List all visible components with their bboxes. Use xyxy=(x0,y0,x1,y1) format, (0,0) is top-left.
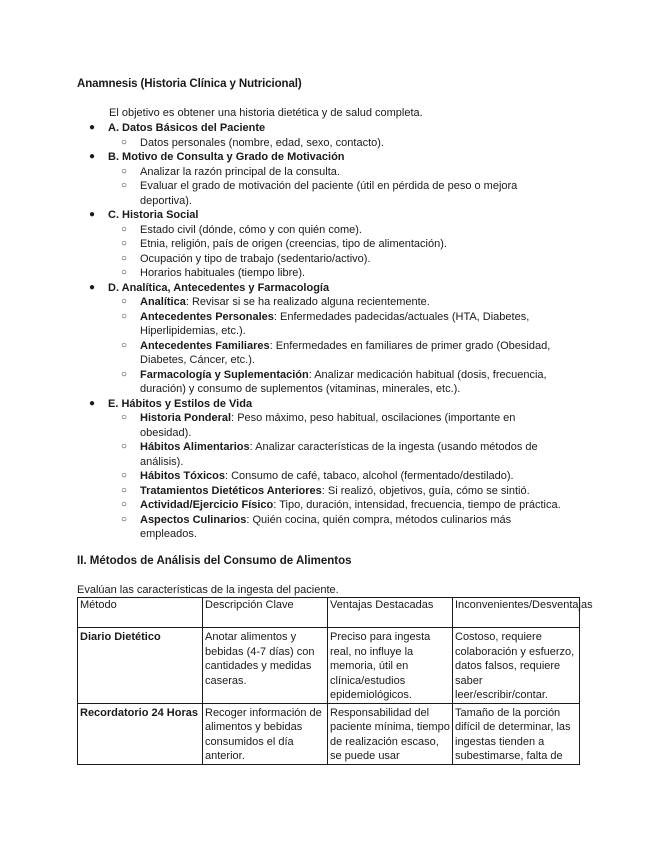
outline-section xyxy=(77,397,567,542)
table-header-row xyxy=(78,598,580,628)
item-text: : Analizar medicación habitual (dosis, frecuencia, duración) y consumo de suplementos (vitaminas, minerales, etc.). xyxy=(140,368,547,395)
item-text: Analizar la razón principal de la consulta. xyxy=(140,165,340,178)
circle-bullet-icon: ○ xyxy=(121,267,128,278)
method-disadvantages: Costoso, requiere colaboración y esfuerzo, datos falsos, requiere saber leer/escribir/contar. xyxy=(453,628,580,704)
list-item xyxy=(108,223,567,238)
list-item xyxy=(108,165,567,180)
circle-bullet-icon: ○ xyxy=(121,368,128,380)
item-text: Ocupación y tipo de trabajo (sedentario/activo). xyxy=(140,252,371,265)
item-text: Evaluar el grado de motivación del paciente (útil en pérdida de peso o mejora deportiva). xyxy=(140,180,518,207)
circle-bullet-icon: ○ xyxy=(121,180,128,191)
intro-text: El objetivo es obtener una historia dietética y de salud completa. xyxy=(109,107,423,119)
item-label: Analítica xyxy=(140,296,186,308)
item-text: : Consumo de café, tabaco, alcohol (fermentado/destilado). xyxy=(224,470,514,482)
circle-bullet-icon: ○ xyxy=(121,513,128,525)
list-item xyxy=(108,136,567,151)
section-title: B. Motivo de Consulta y Grado de Motivación xyxy=(108,151,345,163)
list-item xyxy=(108,484,567,499)
item-text: : Quién cocina, quién compra, métodos culinarios más empleados. xyxy=(140,513,512,540)
item-text: Etnia, religión, país de origen (creencias, tipo de alimentación). xyxy=(140,238,447,250)
section-items xyxy=(108,223,567,281)
circle-bullet-icon: ○ xyxy=(121,412,128,423)
section-title: D. Analítica, Antecedentes y Farmacología xyxy=(108,281,330,294)
circle-bullet-icon: ○ xyxy=(121,136,128,148)
section-title: C. Historia Social xyxy=(108,209,199,221)
circle-bullet-icon: ○ xyxy=(121,484,128,496)
method-description: Anotar alimentos y bebidas (4-7 días) con cantidades y medidas caseras. xyxy=(203,628,328,704)
list-item xyxy=(108,498,567,513)
method-name: Recordatorio 24 Horas xyxy=(78,703,203,764)
item-text: : Enfermedades padecidas/actuales (HTA, Diabetes, Hiperlipidemias, etc.). xyxy=(140,310,530,337)
table-row xyxy=(78,703,580,764)
list-item xyxy=(108,440,567,469)
outline-section xyxy=(77,150,567,208)
section-title: A. Datos Básicos del Paciente xyxy=(108,122,266,134)
section-items xyxy=(108,165,567,209)
header-advantages: Ventajas Destacadas xyxy=(328,598,453,628)
item-text: : Tipo, duración, intensidad, frecuencia, tiempo de práctica. xyxy=(273,499,561,511)
outline-list xyxy=(77,121,567,542)
circle-bullet-icon: ○ xyxy=(121,499,128,510)
circle-bullet-icon: ○ xyxy=(121,223,128,235)
item-label: Historia Ponderal xyxy=(140,412,232,424)
item-label: Hábitos Alimentarios xyxy=(140,441,250,453)
section-items xyxy=(108,411,567,542)
method-disadvantages: Tamaño de la porción difícil de determinar, las ingestas tienden a subestimarse, falta de xyxy=(453,703,580,764)
bullet-icon: ● xyxy=(89,209,96,220)
item-text: : Enfermedades en familiares de primer grado (Obesidad, Diabetes, Cáncer, etc.). xyxy=(140,339,551,366)
section-heading-metodos: II. Métodos de Análisis del Consumo de Alimentos xyxy=(77,555,352,567)
list-item xyxy=(108,252,567,267)
circle-bullet-icon: ○ xyxy=(121,252,128,264)
table-intro-text: Evalúan las características de la ingesta del paciente. xyxy=(77,584,339,596)
item-text: Horarios habituales (tiempo libre). xyxy=(140,267,306,279)
item-label: Hábitos Tóxicos xyxy=(140,470,225,482)
section-items xyxy=(108,136,567,151)
section-title: E. Hábitos y Estilos de Vida xyxy=(108,397,253,410)
method-advantages: Responsabilidad del paciente mínima, tiempo de realización escaso, se puede usar xyxy=(328,703,453,764)
item-text: Estado civil (dónde, cómo y con quién come). xyxy=(140,223,362,236)
item-label: Aspectos Culinarios xyxy=(140,513,247,526)
circle-bullet-icon: ○ xyxy=(121,296,128,307)
bullet-icon: ● xyxy=(89,397,96,409)
list-item xyxy=(108,469,567,484)
circle-bullet-icon: ○ xyxy=(121,470,128,481)
item-text: : Analizar características de la ingesta (usando métodos de análisis). xyxy=(140,441,538,468)
method-description: Recoger información de alimentos y bebidas consumidos el día anterior. xyxy=(203,703,328,764)
list-item xyxy=(108,266,567,281)
section-items xyxy=(108,295,567,397)
item-text: : Revisar si se ha realizado alguna recientemente. xyxy=(185,296,430,308)
section-heading-anamnesis: Anamnesis (Historia Clínica y Nutricional) xyxy=(77,78,302,90)
list-item xyxy=(108,339,567,368)
circle-bullet-icon: ○ xyxy=(121,238,128,249)
circle-bullet-icon: ○ xyxy=(121,339,128,351)
item-label: Antecedentes Familiares xyxy=(140,339,270,352)
circle-bullet-icon: ○ xyxy=(121,310,128,322)
list-item xyxy=(108,411,567,440)
list-item xyxy=(108,179,567,208)
item-text: : Si realizó, objetivos, guía, cómo se sintió. xyxy=(321,484,530,497)
item-text: Datos personales (nombre, edad, sexo, contacto). xyxy=(140,136,384,149)
item-label: Tratamientos Dietéticos Anteriores xyxy=(140,484,322,497)
method-name: Diario Dietético xyxy=(78,628,203,704)
list-item xyxy=(108,513,567,542)
method-advantages: Preciso para ingesta real, no influye la memoria, útil en clínica/estudios epidemiológicos. xyxy=(328,628,453,704)
bullet-icon: ● xyxy=(89,151,96,162)
item-label: Actividad/Ejercicio Físico xyxy=(140,499,274,511)
list-item xyxy=(108,237,567,252)
outline-section xyxy=(77,208,567,281)
header-method: Método xyxy=(78,598,203,628)
item-text: : Peso máximo, peso habitual, oscilaciones (importante en obesidad). xyxy=(140,412,516,439)
methods-table xyxy=(77,597,593,765)
bullet-icon: ● xyxy=(89,122,96,133)
bullet-icon: ● xyxy=(89,281,96,293)
list-item xyxy=(108,295,567,310)
header-description: Descripción Clave xyxy=(203,598,328,628)
outline-section xyxy=(77,281,567,397)
circle-bullet-icon: ○ xyxy=(121,165,128,177)
item-label: Antecedentes Personales xyxy=(140,310,274,323)
outline-section xyxy=(77,121,567,150)
anamnesis-outline xyxy=(77,121,567,542)
circle-bullet-icon: ○ xyxy=(121,441,128,452)
item-label: Farmacología y Suplementación xyxy=(140,368,309,381)
list-item xyxy=(108,310,567,339)
header-disadvantages: Inconvenientes/Desventajas xyxy=(453,598,580,628)
list-item xyxy=(108,368,567,397)
table-row xyxy=(78,628,580,704)
